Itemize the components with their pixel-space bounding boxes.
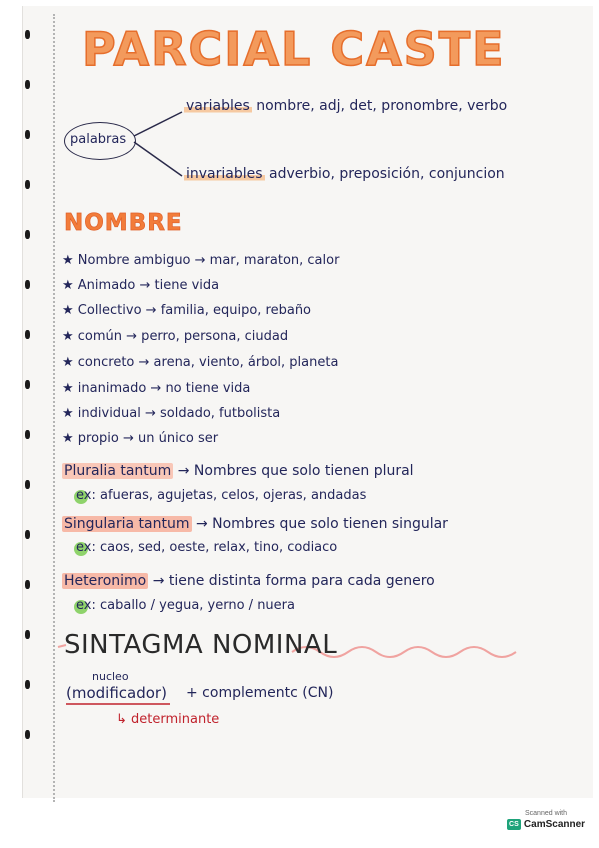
singularia-example-row (76, 540, 337, 555)
heteronimo-row (62, 573, 435, 589)
nombre-item: ★ concreto → arena, viento, árbol, planeta (62, 355, 339, 370)
singularia-definition: → Nombres que solo tienen singular (195, 516, 448, 532)
pluralia-examples: afueras, agujetas, celos, ojeras, andadas (99, 488, 367, 503)
camscanner-watermark (502, 810, 590, 830)
heteronimo-ex-label: ex: (76, 598, 96, 613)
pluralia-definition: → Nombres que solo tienen plural (177, 463, 414, 479)
pluralia-ex-label: ex: (76, 488, 96, 503)
camscanner-brand: CamScanner (523, 819, 586, 830)
modificador-label: (modificador) (66, 684, 167, 702)
singularia-row (62, 516, 448, 532)
nombre-item: ★ común → perro, persona, ciudad (62, 329, 289, 344)
nombre-item: ★ Nombre ambiguo → mar, maraton, calor (62, 253, 340, 268)
camscanner-icon: CS (507, 819, 521, 830)
nucleo-label: nucleo (92, 670, 129, 683)
branch-line-down (134, 142, 182, 176)
page-title: PARCIAL CASTE (82, 22, 506, 76)
pluralia-example-row (76, 488, 366, 503)
variables-text: nombre, adj, det, pronombre, verbo (256, 98, 508, 114)
singularia-term: Singularia tantum (64, 516, 190, 532)
singularia-examples: caos, sed, oeste, relax, tino, codiaco (99, 540, 338, 555)
nombre-item: ★ Animado → tiene vida (62, 278, 220, 293)
scanned-with-text: Scanned with (524, 810, 568, 817)
sintagma-title: SINTAGMA NOMINAL (64, 630, 338, 660)
palabras-label: palabras (70, 132, 127, 147)
nombre-item: ★ inanimado → no tiene vida (62, 381, 251, 396)
branch-line-up (134, 112, 182, 136)
invariables-text: adverbio, preposición, conjuncion (269, 166, 505, 182)
heteronimo-term: Heteronimo (64, 573, 147, 589)
pluralia-row (62, 463, 414, 479)
variables-label: variables (186, 98, 250, 114)
variables-row (184, 98, 507, 114)
nombre-item: ★ Collectivo → familia, equipo, rebaño (62, 303, 312, 318)
heteronimo-definition: → tiene distinta forma para cada genero (152, 573, 435, 589)
heteronimo-example-row (76, 598, 295, 613)
nombre-item: ★ propio → un único ser (62, 431, 219, 446)
nombre-item: ★ individual → soldado, futbolista (62, 406, 281, 421)
nombre-heading: NOMBRE (64, 210, 183, 236)
invariables-label: invariables (186, 166, 263, 182)
complemento-label: + complementc (CN) (186, 685, 334, 701)
pluralia-term: Pluralia tantum (64, 463, 172, 479)
determinante-label: ↳ determinante (116, 712, 220, 727)
invariables-row (184, 166, 505, 182)
singularia-ex-label: ex: (76, 540, 96, 555)
heteronimo-examples: caballo / yegua, yerno / nuera (99, 598, 295, 613)
camscanner-logo (502, 819, 590, 830)
